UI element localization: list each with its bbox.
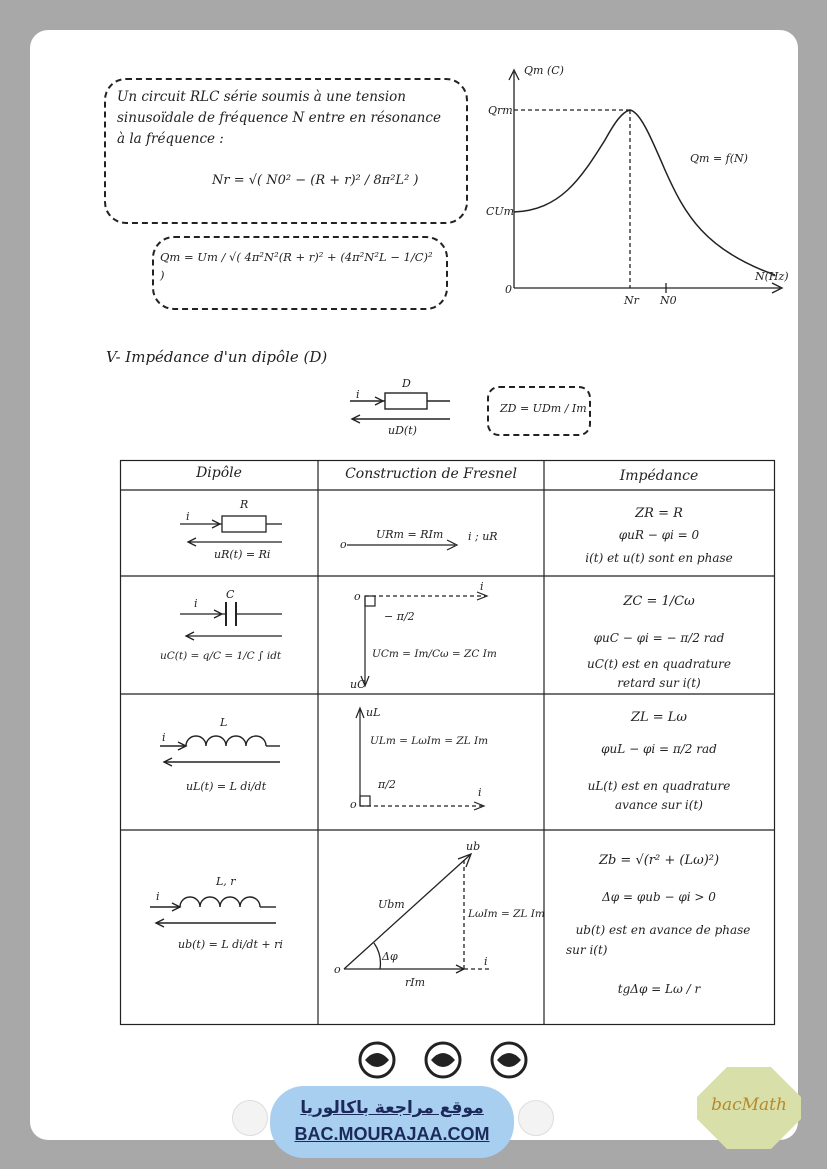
l-note1: uL(t) est en quadrature <box>587 779 731 793</box>
r-label: R <box>240 498 249 511</box>
coil-origin: o <box>334 963 341 976</box>
zd-formula: ZD = UDm / Im <box>500 402 587 415</box>
graph-ystart-label: CUm <box>486 205 515 218</box>
c-origin: o <box>354 590 361 603</box>
graph-x-n0: N0 <box>660 294 677 307</box>
coil-base: rIm <box>405 976 426 989</box>
resistor-circuit <box>180 510 290 550</box>
r-origin: o <box>340 538 347 551</box>
c-label: C <box>226 588 235 601</box>
coil-tg: tgΔφ = Lω / r <box>617 982 701 996</box>
header-impedance: Impédance <box>619 468 699 484</box>
l-current: i <box>162 731 166 744</box>
coil-law: ub(t) = L di/dt + ri <box>178 938 283 951</box>
intro-line-3: à la fréquence : <box>117 131 224 147</box>
right-logo-icon <box>518 1100 554 1136</box>
r-law: uR(t) = Ri <box>214 548 271 561</box>
intro-line-1: Un circuit RLC série soumis à une tension <box>117 89 406 105</box>
r-current: i <box>186 510 190 523</box>
r-phase: φuR − φi = 0 <box>618 528 700 542</box>
coil-note2: sur i(t) <box>566 943 608 957</box>
banner-site-link[interactable]: BAC.MOURAJAA.COM <box>294 1124 490 1144</box>
l-phase: φuL − φi = π/2 rad <box>601 742 717 756</box>
c-note2: retard sur i(t) <box>617 676 701 690</box>
graph-ymax-label: Qrm <box>488 104 513 117</box>
l-origin: o <box>350 798 357 811</box>
l-fresnel-vec: ULm = LωIm = ZL Im <box>370 735 489 747</box>
graph-x-res: Nr <box>624 294 639 307</box>
graph-origin: 0 <box>505 283 512 296</box>
l-z: ZL = Lω <box>630 710 688 725</box>
c-current: i <box>194 597 198 610</box>
coil-angle: Δφ <box>382 950 398 963</box>
l-angle: π/2 <box>378 778 396 791</box>
ornaments <box>355 1040 535 1080</box>
c-note1: uC(t) est en quadrature <box>587 657 731 671</box>
coil-label: L, r <box>216 875 236 888</box>
c-axis: i <box>480 580 484 593</box>
c-phase: φuC − φi = − π/2 rad <box>593 631 725 645</box>
c-angle: − π/2 <box>384 610 415 623</box>
l-fresnel <box>352 706 492 810</box>
banner-arabic: موقع مراجعة باكالوريا <box>300 1098 484 1118</box>
nr-formula: Nr = √( N0² − (R + r)² / 8π²L² ) <box>212 173 419 188</box>
left-logo-icon <box>232 1100 268 1136</box>
coil-vec-name: ub <box>466 840 481 853</box>
r-z: ZR = R <box>635 506 683 521</box>
dipole-label: D <box>402 377 411 390</box>
r-note1: i(t) et u(t) sont en phase <box>585 551 733 565</box>
graph-curve-label: Qm = f(N) <box>690 152 748 165</box>
qm-formula: Qm = Um / √( 4π²N²(R + r)² + (4π²N²L − 1/C)² ) <box>160 250 433 282</box>
bacmath-badge-text: bacMath <box>711 1095 787 1115</box>
coil-z: Zb = √(r² + (Lω)²) <box>598 853 720 868</box>
dipole-voltage: uD(t) <box>388 424 417 437</box>
c-vec-name: uC <box>350 678 366 691</box>
l-label: L <box>220 716 228 729</box>
header-dipole: Dipôle <box>196 465 242 481</box>
c-law: uC(t) = q/C = 1/C ∫ idt <box>160 650 282 662</box>
coil-fresnel-vec: Ubm <box>378 898 405 911</box>
intro-line-2: sinusoïdale de fréquence N entre en résonance <box>117 110 441 126</box>
l-vec-name: uL <box>366 706 381 719</box>
r-fresnel-vec: URm = RIm <box>376 528 444 541</box>
coil-fresnel-side: LωIm = ZL Im <box>468 908 545 920</box>
graph-xlabel: N(Hz) <box>755 270 789 283</box>
header-fresnel: Construction de Fresnel <box>345 466 517 482</box>
inductor-circuit <box>160 732 282 772</box>
coil-circuit <box>150 893 282 933</box>
coil-phase: Δφ = φub − φi > 0 <box>602 890 716 904</box>
c-fresnel-vec: UCm = Im/Cω = ZC Im <box>372 648 497 660</box>
l-axis: i <box>478 786 482 799</box>
c-fresnel <box>355 590 495 690</box>
coil-current: i <box>156 890 160 903</box>
resonance-graph <box>490 60 800 320</box>
l-note2: avance sur i(t) <box>615 798 703 812</box>
l-law: uL(t) = L di/dt <box>186 780 267 793</box>
c-z: ZC = 1/Cω <box>623 594 695 609</box>
r-fresnel-axis: i ; uR <box>468 530 498 543</box>
coil-axis: i <box>484 955 488 968</box>
dipole-current: i <box>356 388 360 401</box>
graph-ylabel: Qm (C) <box>524 64 564 77</box>
coil-note1: ub(t) est en avance de phase <box>575 923 751 937</box>
section-title: V- Impédance d'un dipôle (D) <box>106 348 328 366</box>
site-banner[interactable] <box>270 1086 514 1158</box>
